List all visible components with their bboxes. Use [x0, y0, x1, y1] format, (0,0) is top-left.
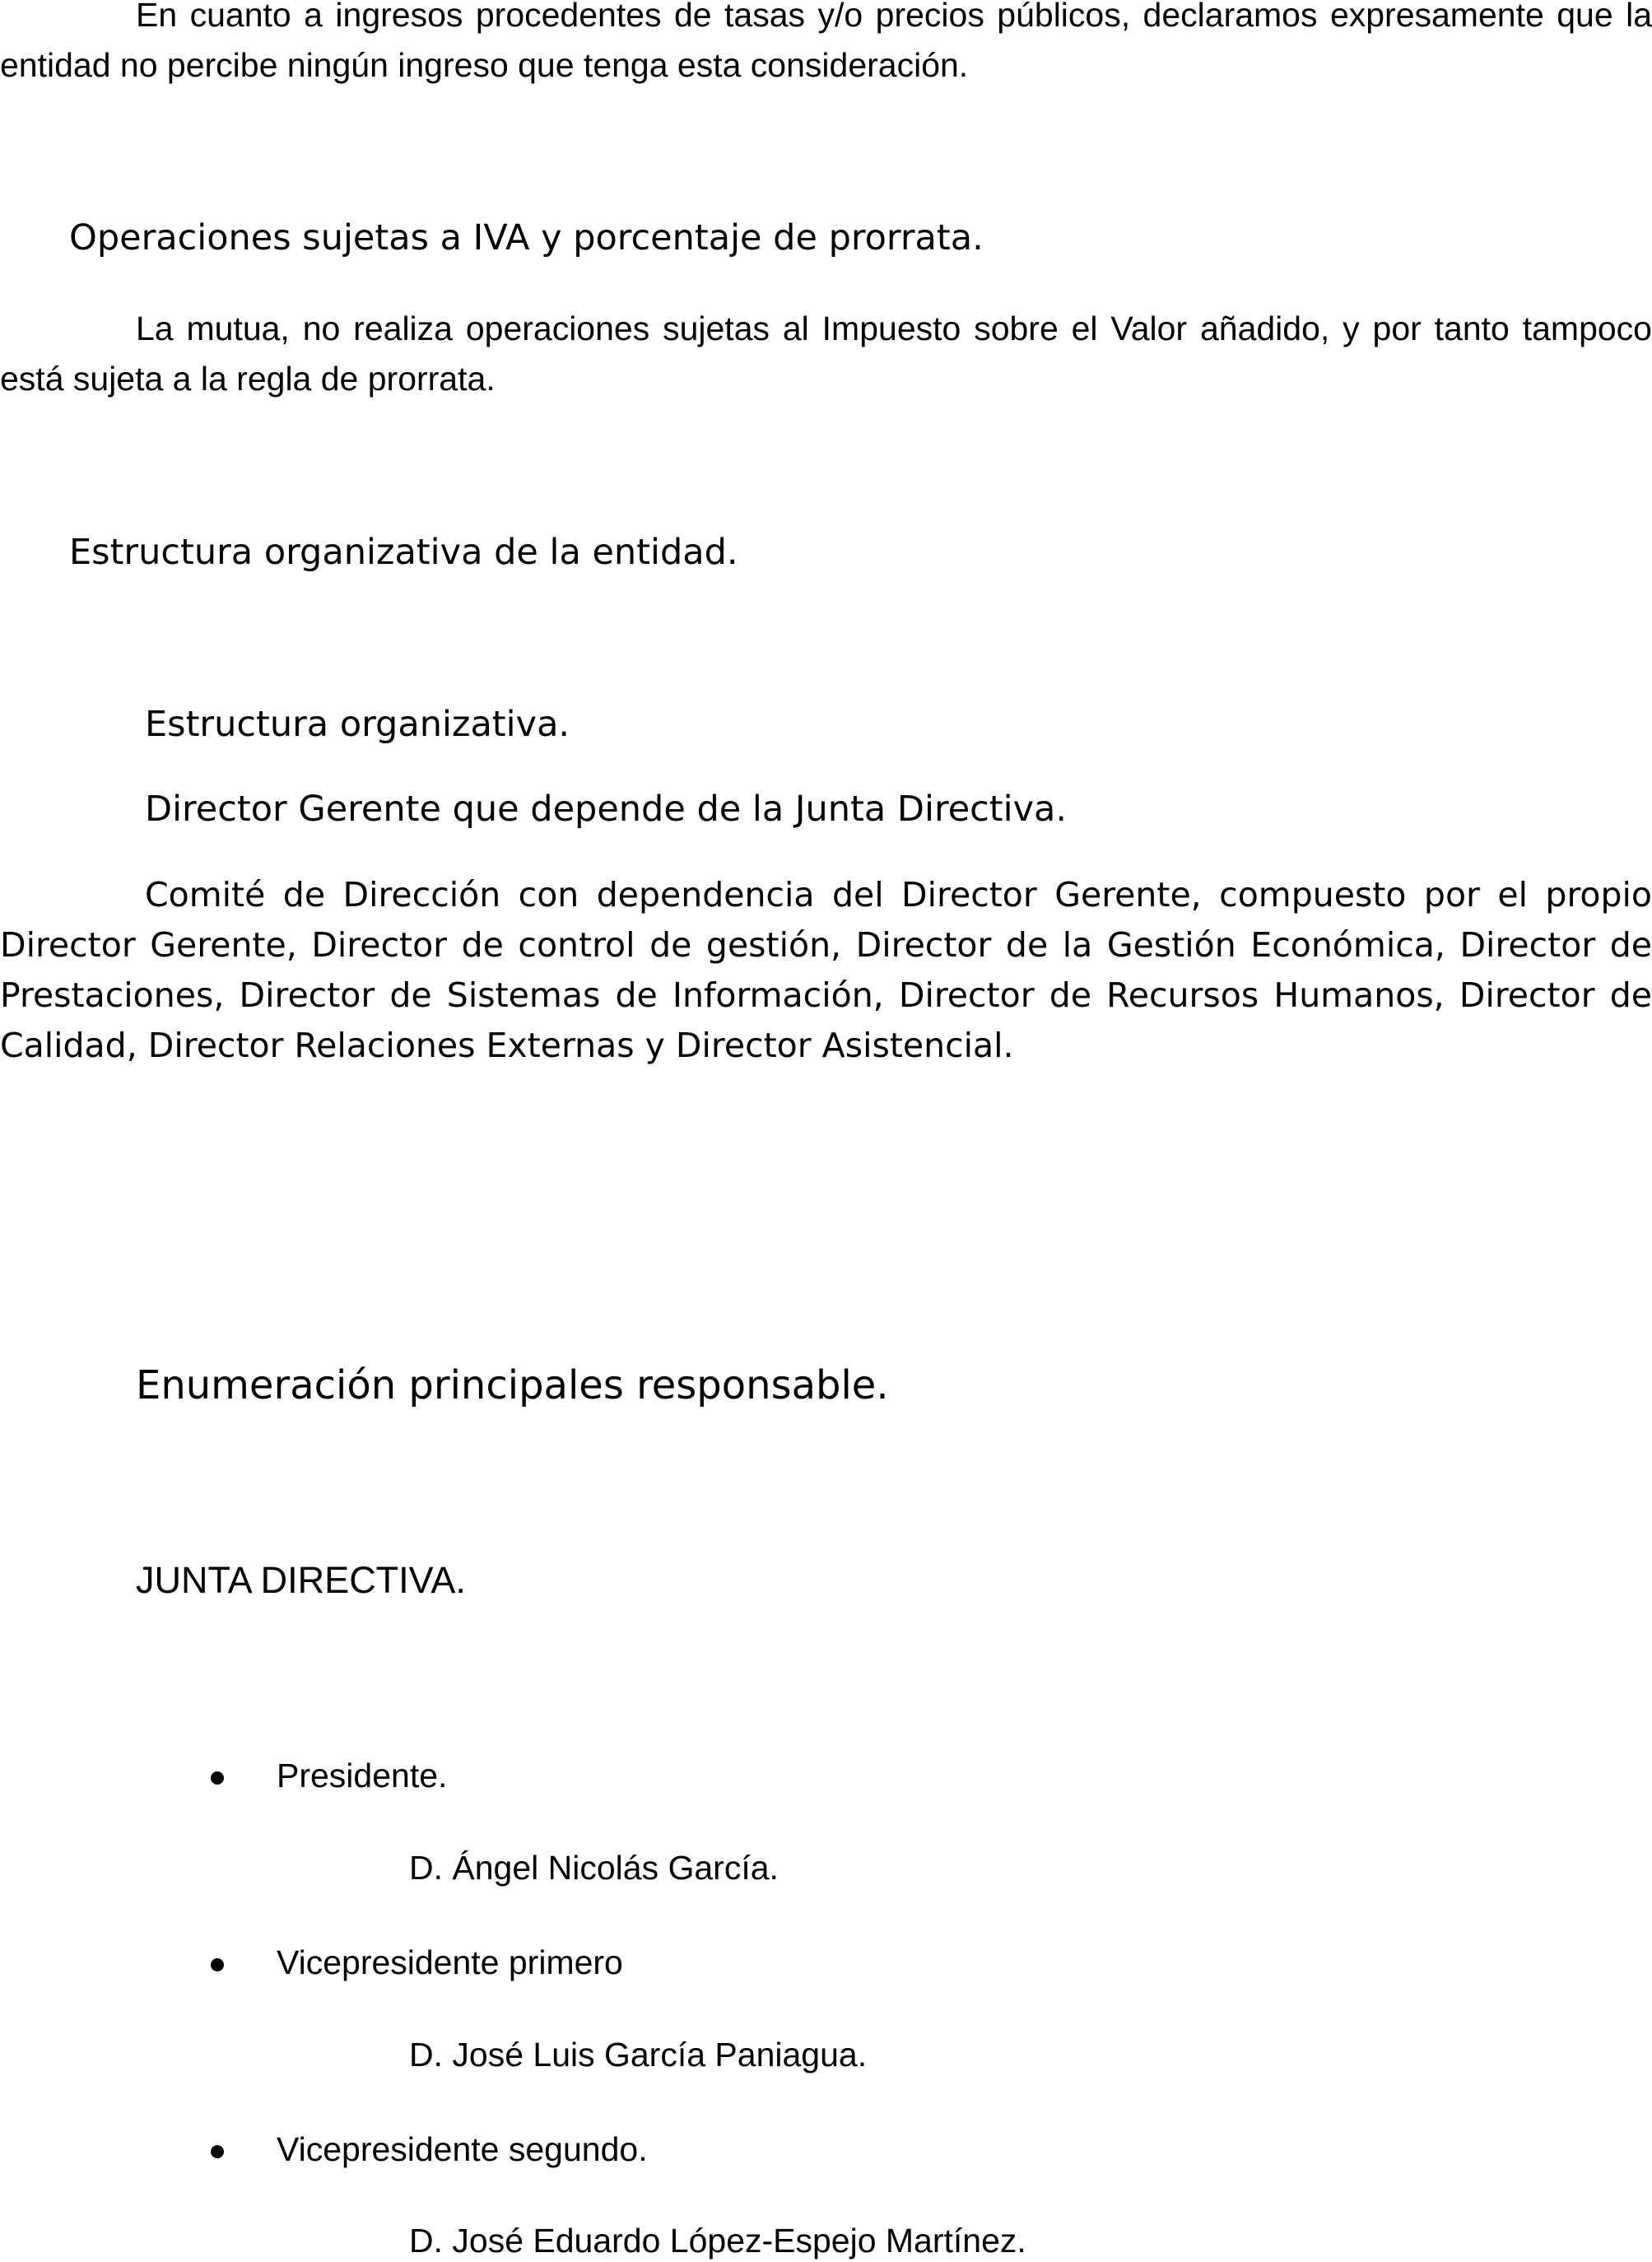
- heading-enumeracion: Enumeración principales responsable.: [136, 1362, 889, 1408]
- heading-junta-directiva: JUNTA DIRECTIVA.: [136, 1559, 466, 1601]
- list-item-role-vicepresidente-primero: Vicepresidente primero: [277, 1943, 623, 1981]
- bullet-icon: [211, 2145, 224, 2158]
- bullet-icon: [211, 1771, 224, 1785]
- subheading-estructura: Estructura organizativa.: [145, 704, 570, 745]
- paragraph-comite-direccion: Comité de Dirección con dependencia del Director Gerente, compuesto por el propio Director Gerente, Director de control de gestión, Director de la Gestión Económica, Director de Prestaciones, Director de Sistemas de Información, Director de Recursos Humanos, Director de Calidad, Director Relaciones Externas y Director Asistencial.: [0, 875, 1652, 1065]
- list-item-name-presidente: D. Ángel Nicolás García.: [409, 1849, 779, 1887]
- list-item-name-vicepresidente-segundo: D. José Eduardo López-Espejo Martínez.: [409, 2222, 1026, 2260]
- paragraph-iva: La mutua, no realiza operaciones sujetas al Impuesto sobre el Valor añadido, y por tanto tampoco está sujeta a la regla de prorrata.: [0, 310, 1652, 398]
- heading-estructura-entidad: Estructura organizativa de la entidad.: [69, 532, 738, 573]
- heading-operaciones-iva: Operaciones sujetas a IVA y porcentaje de prorrata.: [69, 217, 984, 258]
- list-item-role-presidente: Presidente.: [277, 1757, 448, 1794]
- list-item-name-vicepresidente-primero: D. José Luis García Paniagua.: [409, 2036, 868, 2074]
- bullet-icon: [211, 1958, 224, 1971]
- list-item-role-vicepresidente-segundo: Vicepresidente segundo.: [277, 2130, 648, 2168]
- text-director-gerente: Director Gerente que depende de la Junta Directiva.: [145, 789, 1068, 830]
- paragraph-ingresos: En cuanto a ingresos procedentes de tasas y/o precios públicos, declaramos expresamente que la entidad no percibe ningún ingreso que tenga esta consideración.: [0, 0, 1652, 84]
